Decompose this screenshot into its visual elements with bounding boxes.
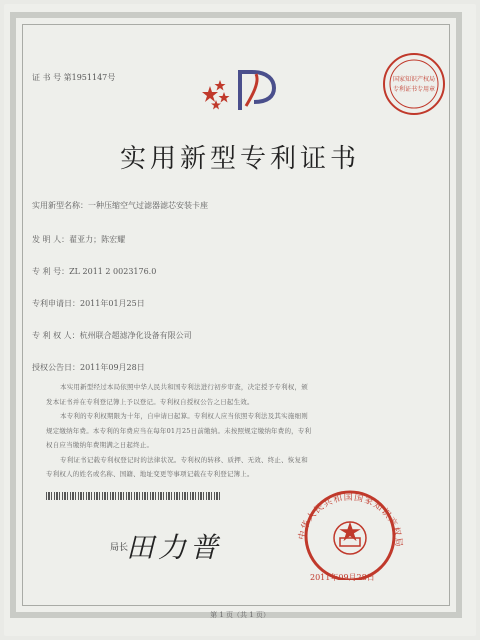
logo-stars	[202, 80, 230, 110]
official-seal	[290, 480, 410, 580]
field-patentee	[32, 330, 192, 341]
director-label: 局长	[110, 543, 129, 553]
field-inventor	[32, 234, 125, 245]
certificate-seal-small	[380, 50, 448, 118]
barcode	[46, 492, 222, 500]
field-label: 实用新型名称：	[32, 201, 88, 210]
body-line: 规定缴纳年费。本专利的年费应当在每年01月25日前缴纳。未按照规定缴纳年费的，专利	[46, 426, 312, 435]
field-label: 专利申请日：	[32, 299, 80, 308]
body-line: 本实用新型经过本局依照中华人民共和国专利法进行初步审查，决定授予专利权，颁	[60, 383, 308, 391]
field-value: 一种压缩空气过滤器滤芯安装卡座	[88, 201, 208, 210]
patent-office-logo-icon	[196, 66, 292, 114]
field-label: 发 明 人：	[32, 235, 70, 244]
field-application-date	[32, 298, 145, 309]
body-line: 本专利的专利权期限为十年，自申请日起算。专利权人应当依照专利法及其实施细则	[60, 412, 308, 420]
field-value: 2011年09月28日	[80, 363, 145, 372]
field-label: 专 利 号：	[32, 267, 70, 276]
body-text	[46, 380, 436, 482]
field-label: 专 利 权 人：	[32, 331, 80, 340]
field-value: 翟亚力；陈宏耀	[69, 235, 126, 244]
field-patent-number	[32, 266, 156, 277]
national-emblem-icon	[334, 522, 366, 554]
official-seal-text: 中华人民共和国国家知识产权局	[297, 492, 404, 548]
page-footer: 第 1 页（共 1 页）	[210, 611, 270, 619]
body-line: 权自应当缴纳年费期满之日起终止。	[46, 441, 154, 449]
small-seal-line2: 专利证书专用章	[392, 86, 436, 93]
field-value: ZL 2011 2 0023176.0	[69, 267, 157, 276]
field-value: 2011年01月25日	[80, 299, 145, 308]
field-value: 杭州联合超滤净化设备有限公司	[79, 331, 192, 340]
certificate-title: 实用新型专利证书	[119, 144, 360, 174]
certificate-number: 证 书 号 第1951147号	[32, 73, 116, 82]
small-seal-line1: 国家知识产权局	[392, 76, 436, 83]
body-line: 专利证书记载专利权登记时的法律状况。专利权的转移、质押、无效、终止、恢复和	[60, 455, 308, 464]
field-label: 授权公告日：	[32, 363, 80, 372]
director-signature: 田力普	[126, 531, 223, 564]
field-grant-date	[32, 362, 145, 373]
field-utility-model-name	[32, 200, 208, 211]
svg-text:中华人民共和国国家知识产权局	[295, 492, 404, 548]
body-line: 发本证书并在专利登记簿上予以登记。专利权自授权公告之日起生效。	[46, 397, 254, 406]
body-line: 专利权人的姓名或名称、国籍、地址变更等事项记载在专利登记簿上。	[46, 470, 254, 478]
seal-date: 2011年09月28日	[310, 573, 375, 582]
